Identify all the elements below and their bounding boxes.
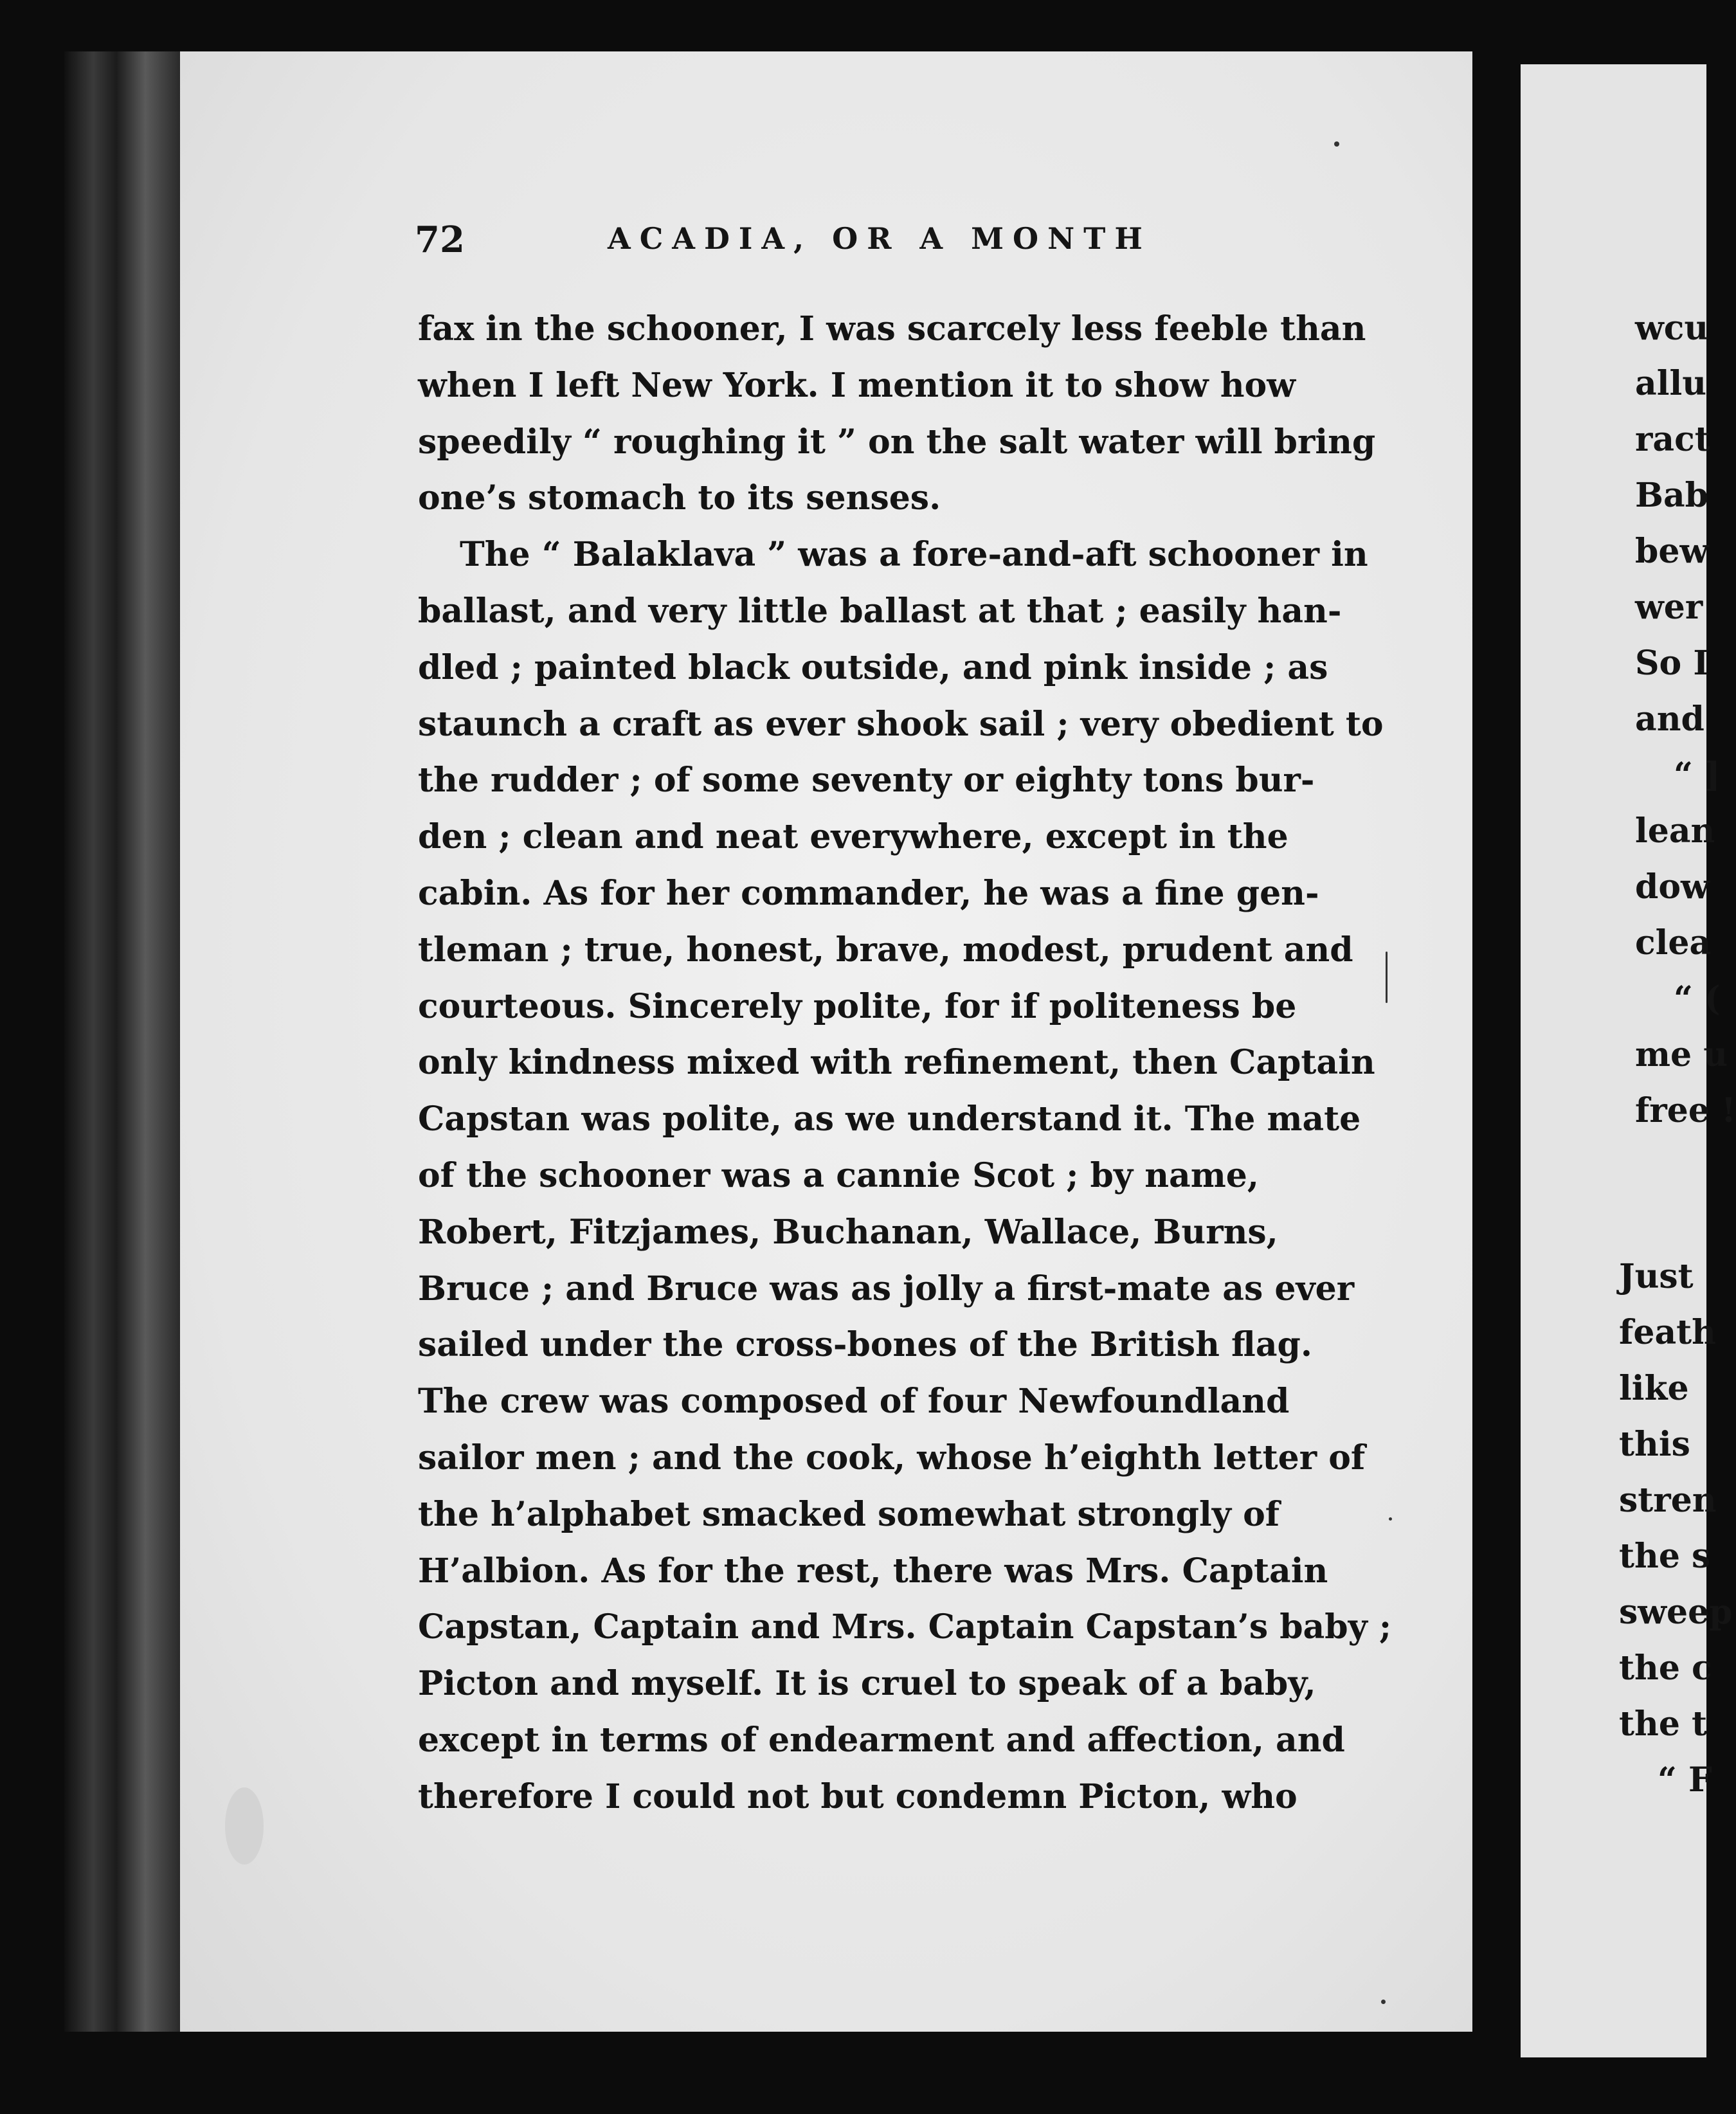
facing-text-fragment: lean [1635, 811, 1715, 851]
running-title: ACADIA, OR A MONTH [608, 221, 1152, 256]
facing-text-fragment: allu [1635, 364, 1707, 403]
facing-text-fragment: and [1635, 700, 1704, 739]
facing-text-fragment: this [1619, 1425, 1690, 1464]
facing-text-fragment: ract [1635, 420, 1710, 459]
page-speck [1381, 2000, 1386, 2004]
page-number: 72 [415, 219, 465, 261]
text-line: one’s stomach to its senses. [418, 478, 941, 518]
text-line: except in terms of endearment and affection, and [418, 1720, 1345, 1760]
text-line: Robert, Fitzjames, Buchanan, Wallace, Burns, [418, 1212, 1278, 1252]
text-line: sailed under the cross-bones of the British flag. [418, 1325, 1312, 1365]
book-spine-edge [64, 51, 180, 2032]
facing-text-fragment: the c [1619, 1649, 1712, 1688]
facing-text-fragment: Just [1619, 1257, 1694, 1296]
text-line: dled ; painted black outside, and pink inside ; as [418, 647, 1328, 687]
text-line: fax in the schooner, I was scarcely less feeble than [418, 309, 1366, 348]
facing-text-fragment: dow [1635, 867, 1710, 907]
facing-text-fragment: wcu [1635, 309, 1709, 348]
facing-text-fragment: the t [1619, 1704, 1708, 1744]
text-line: Picton and myself. It is cruel to speak of a baby, [418, 1664, 1316, 1704]
page-speck [1389, 1517, 1392, 1521]
text-line: The crew was composed of four Newfoundland [418, 1382, 1290, 1422]
text-line: therefore I could not but condemn Picton, who [418, 1776, 1297, 1816]
facing-text-fragment: the s [1619, 1537, 1711, 1576]
facing-text-fragment: free ! [1635, 1091, 1736, 1130]
text-line: Capstan was polite, as we understand it. The mate [418, 1099, 1361, 1139]
text-line: when I left New York. I mention it to show how [418, 365, 1296, 405]
text-line: H’albion. As for the rest, there was Mrs. Captain [418, 1551, 1328, 1591]
facing-text-fragment: feath [1619, 1313, 1716, 1352]
facing-text-fragment: “ ] [1674, 755, 1721, 795]
text-line: tleman ; true, honest, brave, modest, prudent and [418, 930, 1353, 970]
page-header [415, 219, 1321, 270]
text-line: courteous. Sincerely polite, for if politeness be [418, 986, 1297, 1026]
text-line: ballast, and very little ballast at that ; easily han- [418, 591, 1342, 631]
text-line: The “ Balaklava ” was a fore-and-aft schooner in [460, 535, 1368, 575]
page-smudge [225, 1787, 264, 1865]
facing-text-fragment: “ F [1658, 1760, 1712, 1800]
page-mark [1386, 952, 1388, 1003]
text-line: Capstan, Captain and Mrs. Captain Capstan’s baby ; [418, 1607, 1392, 1647]
text-line: cabin. As for her commander, he was a fine gen- [418, 873, 1319, 913]
facing-text-fragment: wer [1635, 588, 1703, 627]
facing-text-fragment: Bab [1635, 476, 1709, 515]
facing-text-fragment: clea [1635, 923, 1712, 962]
text-line: staunch a craft as ever shook sail ; very obedient to [418, 704, 1384, 744]
facing-text-fragment: So I [1635, 644, 1709, 683]
facing-text-fragment: stren [1619, 1481, 1717, 1520]
text-line: only kindness mixed with refinement, then Captain [418, 1043, 1375, 1083]
facing-page [1521, 64, 1736, 2057]
text-line: the h’alphabet smacked somewhat strongly of [418, 1494, 1280, 1534]
text-line: Bruce ; and Bruce was as jolly a first-mate as ever [418, 1269, 1355, 1308]
text-line: den ; clean and neat everywhere, except in the [418, 817, 1288, 857]
facing-text-fragment: like [1619, 1369, 1689, 1408]
text-line: sailor men ; and the cook, whose h’eighth letter of [418, 1438, 1366, 1477]
text-line: speedily “ roughing it ” on the salt water will bring [418, 422, 1376, 462]
text-line: the rudder ; of some seventy or eighty tons bur- [418, 761, 1315, 800]
text-line: of the schooner was a cannie Scot ; by name, [418, 1155, 1259, 1195]
facing-text-fragment: bew [1635, 532, 1709, 571]
facing-text-fragment: sweep [1619, 1593, 1733, 1632]
body-text [418, 301, 1392, 1825]
facing-text-fragment: “ ( [1674, 979, 1721, 1018]
page-speck [1334, 141, 1339, 147]
facing-text-fragment: me u [1635, 1035, 1728, 1074]
